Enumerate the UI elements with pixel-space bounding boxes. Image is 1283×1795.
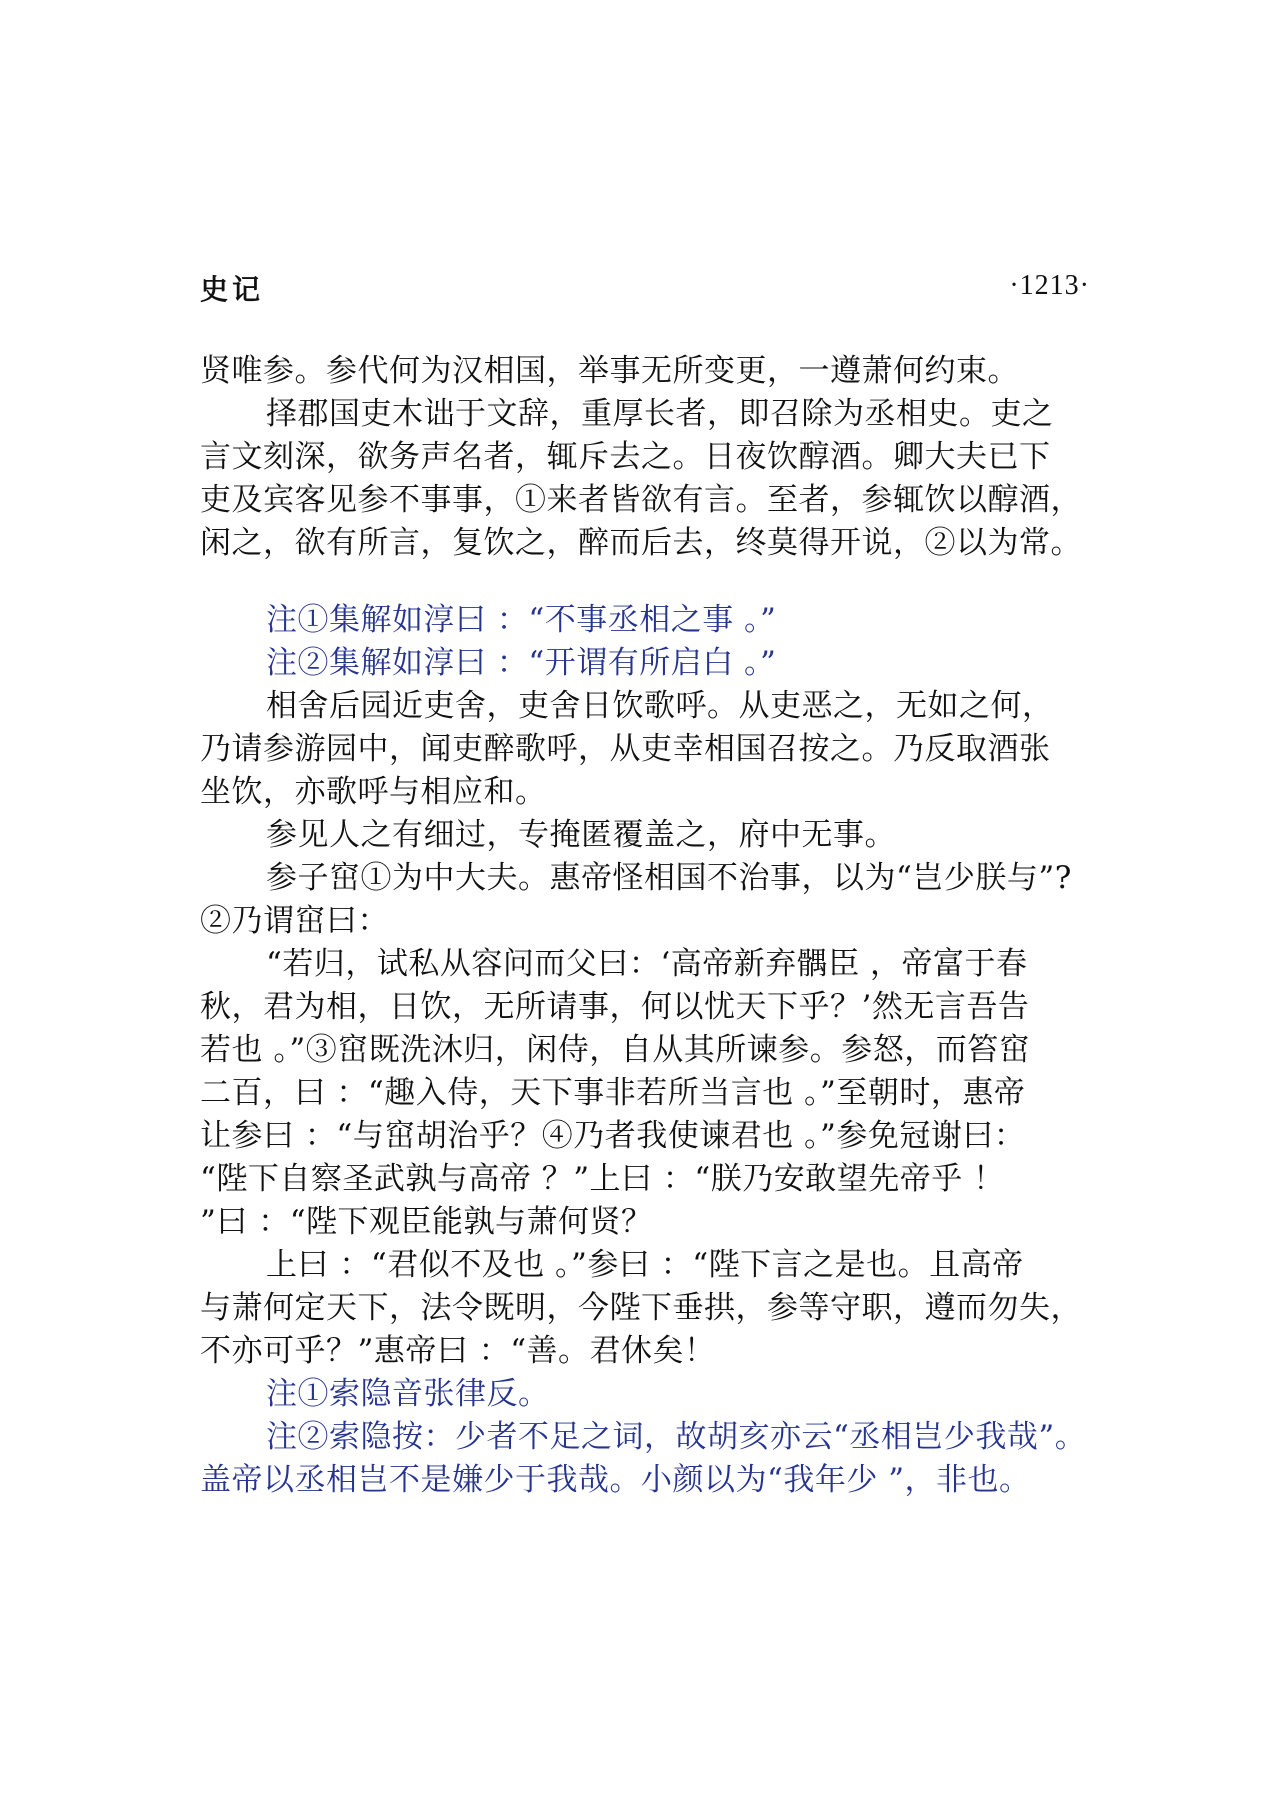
text-line: 与萧何定天下，法令既明，今陛下垂拱，参等守职，遵而勿失， [200, 1290, 1082, 1326]
annotation-line: 盖帝以丞相岂不是嫌少于我哉。小颜以为“我年少 ”，非也。 [200, 1462, 1031, 1498]
text-line: 上曰 ：“君似不及也 。”参曰 ：“陛下言之是也。且高帝 [266, 1247, 1024, 1283]
text-line: 贤唯参。参代何为汉相国，举事无所变更，一遵萧何约束。 [200, 353, 1019, 389]
annotation-line: 注①集解如淳曰 ：“不事丞相之事 。” [266, 602, 777, 638]
text-line: 参见人之有细过，专掩匿覆盖之，府中无事。 [266, 817, 896, 853]
text-line: 言文刻深，欲务声名者，辄斥去之。日夜饮醇酒。卿大夫已下 [200, 439, 1051, 475]
text-line: 乃请参游园中，闻吏醉歌呼，从吏幸相国召按之。乃反取酒张 [200, 731, 1051, 767]
page-header [200, 268, 1090, 308]
annotation-line: 注①索隐音张律反。 [266, 1376, 550, 1412]
text-line: 相舍后园近吏舍，吏舍日饮歌呼。从吏恶之，无如之何， [266, 688, 1054, 724]
text-line: 若也 。”③窋既洗沐归，闲侍，自从其所谏参。参怒，而笞窋 [200, 1032, 1031, 1068]
paragraph-gap [200, 565, 1130, 599]
text-line: 闲之，欲有所言，复饮之，醉而后去，终莫得开说，②以为常。 [200, 525, 1082, 561]
annotation-line: 注②集解如淳曰 ：“开谓有所启白 。” [266, 645, 777, 681]
text-line: 坐饮，亦歌呼与相应和。 [200, 774, 547, 810]
body-text [200, 350, 1130, 1502]
text-line: “若归，试私从容问而父曰：‘高帝新弃髃臣 ，帝富于春 [266, 946, 1028, 982]
text-line: ②乃谓窋曰： [200, 903, 389, 939]
text-line: 参子窋①为中大夫。惠帝怪相国不治事，以为“岂少朕与”? [266, 860, 1072, 896]
text-line: ”曰 ：“陛下观臣能孰与萧何贤？ [200, 1204, 653, 1240]
text-line: “陛下自察圣武孰与高帝 ？”上曰 ：“朕乃安敢望先帝乎 ！ [200, 1161, 1005, 1197]
page-number: ·1213· [1009, 270, 1090, 301]
text-line: 吏及宾客见参不事事，①来者皆欲有言。至者，参辄饮以醇酒， [200, 482, 1082, 518]
annotation-line: 注②索隐按：少者不足之词，故胡亥亦云“丞相岂少我哉”。 [266, 1419, 1087, 1455]
text-line: 择郡国吏木诎于文辞，重厚长者，即召除为丞相史。吏之 [266, 396, 1054, 432]
text-line: 二百，曰 ：“趣入侍，天下事非若所当言也 。”至朝时，惠帝 [200, 1075, 1026, 1111]
text-line: 秋，君为相，日饮，无所请事，何以忧天下乎？’然无言吾告 [200, 989, 1030, 1025]
text-line: 让参曰 ：“与窋胡治乎？④乃者我使谏君也 。”参免冠谢曰： [200, 1118, 1026, 1154]
text-line: 不亦可乎？”惠帝曰 ：“善。君休矣！ [200, 1333, 716, 1369]
book-title: 史记 [200, 273, 265, 306]
